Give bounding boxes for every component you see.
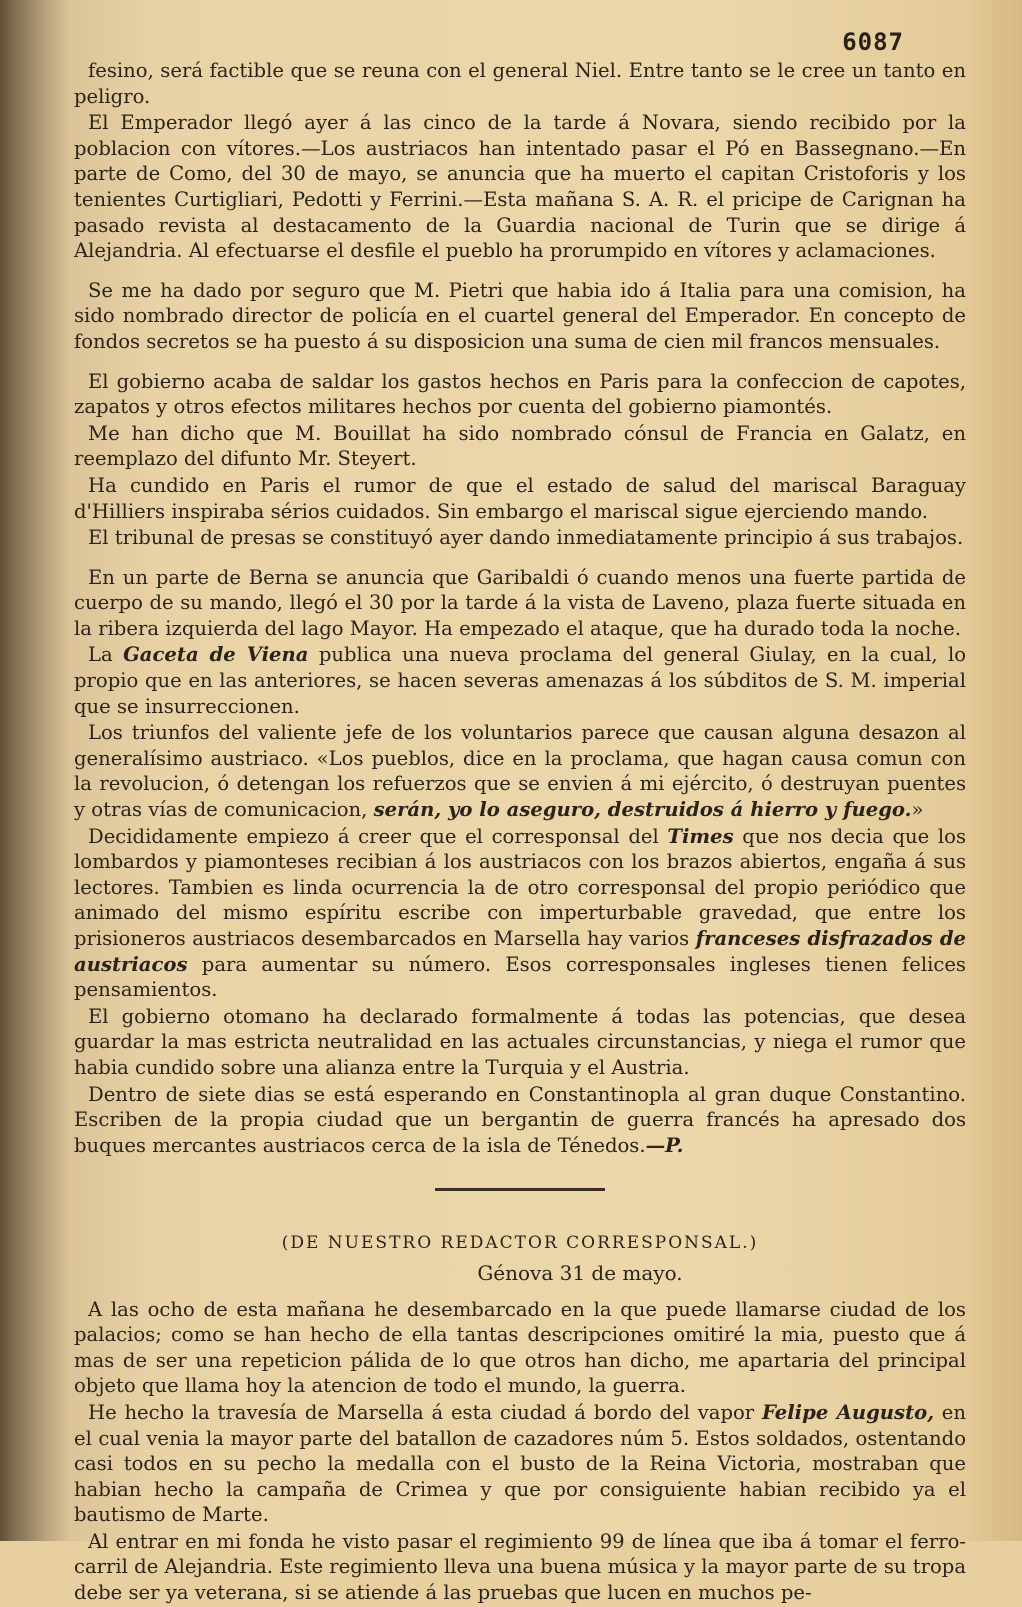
paragraph-niel: fesino, será factible que se reuna con el general Niel. Entre tanto se le cree un tanto en peligro. [74, 59, 966, 108]
gaceta-title: Gaceta de Viena [123, 643, 309, 667]
correspondent-heading: (DE NUESTRO REDACTOR CORRESPONSAL.) [281, 1233, 759, 1254]
paragraph-triunfos [74, 720, 966, 822]
paragraph-regimiento: Al entrar en mi fonda he visto pasar el regimiento 99 de línea que iba á tomar el ferro-carril de Alejandria. Este regimiento lleva una buena música y la mayor parte de su tropa debe ser ya veterana, si se atiende á las pruebas que lucen en muchos pe- [74, 1529, 966, 1605]
paragraph-pietri: Se me ha dado por seguro que M. Pietri que habia ido á Italia para una comision, ha sido nombrado director de policía en el cuartel general del Emperador. En concepto de fondos secretos se ha puesto á su disposicion una suma de cien mil francos mensuales. [74, 278, 966, 353]
travesia-pre: He hecho la travesía de Marsella á esta ciudad á bordo del vapor [88, 1400, 755, 1424]
triunfos-quote: serán, yo lo aseguro, destruidos á hierro y fuego. [373, 798, 912, 822]
paragraph-times [74, 824, 966, 1003]
times-pre: Decididamente empiezo á creer que el corresponsal del [88, 824, 659, 848]
section-divider [435, 1188, 605, 1191]
travesia-post: en el cual venia la mayor parte del batallon de cazadores núm 5. Estos soldados, ostentando casi todos en su pecho la medalla con el busto de la Reina Victoria, mostraban que habian hecho la campaña de Crimea y que por consiguiente habian recibido ya el bautismo de Marte. [74, 1400, 966, 1527]
paragraph-gaceta [74, 642, 966, 719]
times-text: que nos decia que los lombardos y piamonteses recibian á los austriacos con los brazos abiertos, engaña á sus lectores. Tambien es linda ocurrencia la de otro corresponsal del propio periódico que animado del mismo espíritu escribe con imperturbable gravedad, que entre los prisioneros austriacos desembarcados en Marsella hay varios [74, 824, 966, 950]
gaceta-lead: La [88, 643, 113, 667]
triunfos-text: Los triunfos del valiente jefe de los voluntarios parece que causan alguna desazon al generalísimo austriaco. «Los pueblos, dice en la proclama, que hagan causa comun con la revolucion, ó detengan los refuerzos que se envien á mi ejército, ó destruyan puentes y otras vías de comunicacion, [74, 721, 966, 822]
paragraph-genova: A las ocho de esta mañana he desembarcado en la que puede llamarse ciudad de los palacios; como se han hecho de ella tantas descripciones omitiré la mia, puesto que á mas de ser una repeticion pálida de lo que otros han dicho, me apartaria del principal objeto que llama hoy la atencion de todo el mundo, la guerra. [74, 1297, 966, 1398]
paragraph-novara: El Emperador llegó ayer á las cinco de la tarde á Novara, siendo recibido por la poblacion con vítores.—Los austriacos han intentado pasar el Pó en Bassegnano.—En parte de Como, del 30 de mayo, se anuncia que ha muerto el capitan Cristoforis y los tenientes Curtigliari, Pedotti y Ferrini.—Esta mañana S. A. R. el pricipe de Carignan ha pasado revista al destacamento de la Guardia nacional de Turin que se dirige á Alejandria. Al efectuarse el desfile el pueblo ha prorumpido en vítores y aclamaciones. [74, 111, 966, 263]
constantinopla-text: Dentro de siete dias se está esperando en Constantinopla al gran duque Constantino. Escriben de la propia ciudad que un bergantin de guerra francés ha apresado dos buques mercantes austriacos cerca de la isla de Ténedos. [74, 1082, 966, 1157]
times-close: para aumentar su número. Esos corresponsales ingleses tienen felices pensamientos. [74, 952, 966, 1002]
binding-shadow [0, 0, 70, 1541]
triunfos-close: » [911, 798, 924, 822]
ship-name: Felipe Augusto, [761, 1400, 935, 1424]
paragraph-gobierno: El gobierno acaba de saldar los gastos hechos en Paris para la confeccion de capotes, zapatos y otros efectos militares hechos por cuenta del gobierno piamontés. [74, 369, 966, 419]
paragraph-constantinopla [74, 1082, 966, 1159]
paragraph-otomano: El gobierno otomano ha declarado formalmente á todas las potencias, que desea guardar la mas estricta neutralidad en las actuales circunstancias, y niega el rumor que habia cundido sobre una alianza entre la Turquia y el Austria. [74, 1004, 966, 1079]
dateline: Génova 31 de mayo. [477, 1260, 683, 1285]
paragraph-garibaldi: En un parte de Berna se anuncia que Garibaldi ó cuando menos una fuerte partida de cuerpo de su mando, llegó el 30 por la tarde á la vista de Laveno, plaza fuerte situada en la ribera izquierda del lago Mayor. Ha empezado el ataque, que ha durado toda la noche. [74, 565, 966, 640]
paragraph-baraguay: Ha cundido en Paris el rumor de que el estado de salud del mariscal Baraguay d'Hilliers inspiraba sérios cuidados. Sin embargo el mariscal sigue ejerciendo mando. [74, 473, 966, 523]
signature: —P. [645, 1133, 684, 1157]
text-column [74, 58, 966, 1607]
times-quote: franceses disfrazados de austriacos [74, 927, 966, 976]
page-number: 6087 [842, 28, 904, 56]
gaceta-text: publica una nueva proclama del general Giulay, en la cual, lo propio que en las anteriores, se hacen severas amenazas á los súbditos de S. M. imperial que se insurreccionen. [74, 643, 967, 718]
paragraph-bouillat: Me han dicho que M. Bouillat ha sido nombrado cónsul de Francia en Galatz, en reemplazo del difunto Mr. Steyert. [74, 421, 966, 471]
times-title: Times [667, 824, 734, 848]
paragraph-travesia [74, 1400, 966, 1528]
paragraph-tribunal: El tribunal de presas se constituyó ayer dando inmediatamente principio á sus trabajos. [88, 526, 964, 550]
